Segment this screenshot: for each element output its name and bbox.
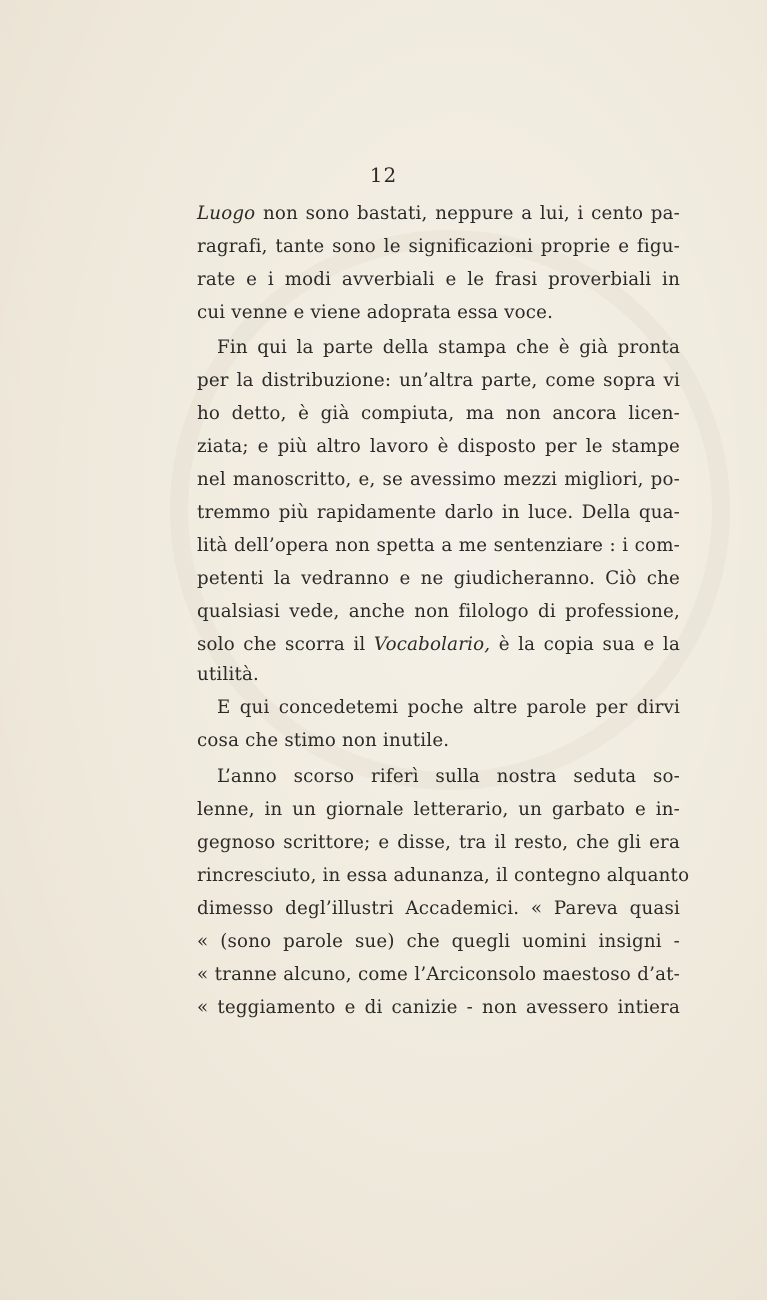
page-number: 12 [369,163,398,187]
text-line [197,630,680,660]
text-line: nel manoscritto, e, se avessimo mezzi migliori, po- [197,469,680,490]
text-line: « teggiamento e di canizie - non avessero intiera [197,997,680,1018]
italic-word: Vocabolario, [373,634,491,655]
text-line: ziata; e più altro lavoro è disposto per le stampe [197,436,680,457]
text-line: rincresciuto, in essa adunanza, il contegno alquanto [197,865,690,886]
text-line: gegnoso scrittore; e disse, tra il resto, che gli era [197,832,680,853]
text-line: lità dell’opera non spetta a me sentenziare : i com- [197,535,680,556]
text-line: ho detto, è già compiuta, ma non ancora licen- [197,403,680,424]
text-line: qualsiasi vede, anche non filologo di professione, [197,601,680,622]
text-line: E qui concedetemi poche altre parole per dirvi [217,697,680,718]
line-text: non sono bastati, neppure a lui, i cento pa- [255,203,680,224]
text-line: « tranne alcuno, come l’Arciconsolo maestoso d’at- [197,964,680,985]
text-line: rate e i modi avverbiali e le frasi proverbiali in [197,269,680,290]
line-text: è la copia sua e la [490,634,680,655]
text-line: utilità. [197,664,260,685]
text-line: per la distribuzione: un’altra parte, come sopra vi [197,370,680,391]
text-line: cosa che stimo non inutile. [197,730,450,751]
text-line [197,199,680,229]
text-line: dimesso degl’illustri Accademici. « Pareva quasi [197,898,680,919]
text-line: cui venne e viene adoprata essa voce. [197,302,554,323]
text-line: ragrafi, tante sono le significazioni proprie e figu- [197,236,680,257]
line-text: solo che scorra il [197,634,374,655]
text-line: lenne, in un giornale letterario, un garbato e in- [197,799,680,820]
italic-word: Luogo [197,203,256,224]
text-line: petenti la vedranno e ne giudicheranno. Ciò che [197,568,680,589]
text-line: Fin qui la parte della stampa che è già pronta [217,337,680,358]
text-line: L’anno scorso riferì sulla nostra seduta so- [217,766,680,787]
text-line: tremmo più rapidamente darlo in luce. Della qua- [197,502,680,523]
text-line: « (sono parole sue) che quegli uomini insigni - [197,931,680,952]
